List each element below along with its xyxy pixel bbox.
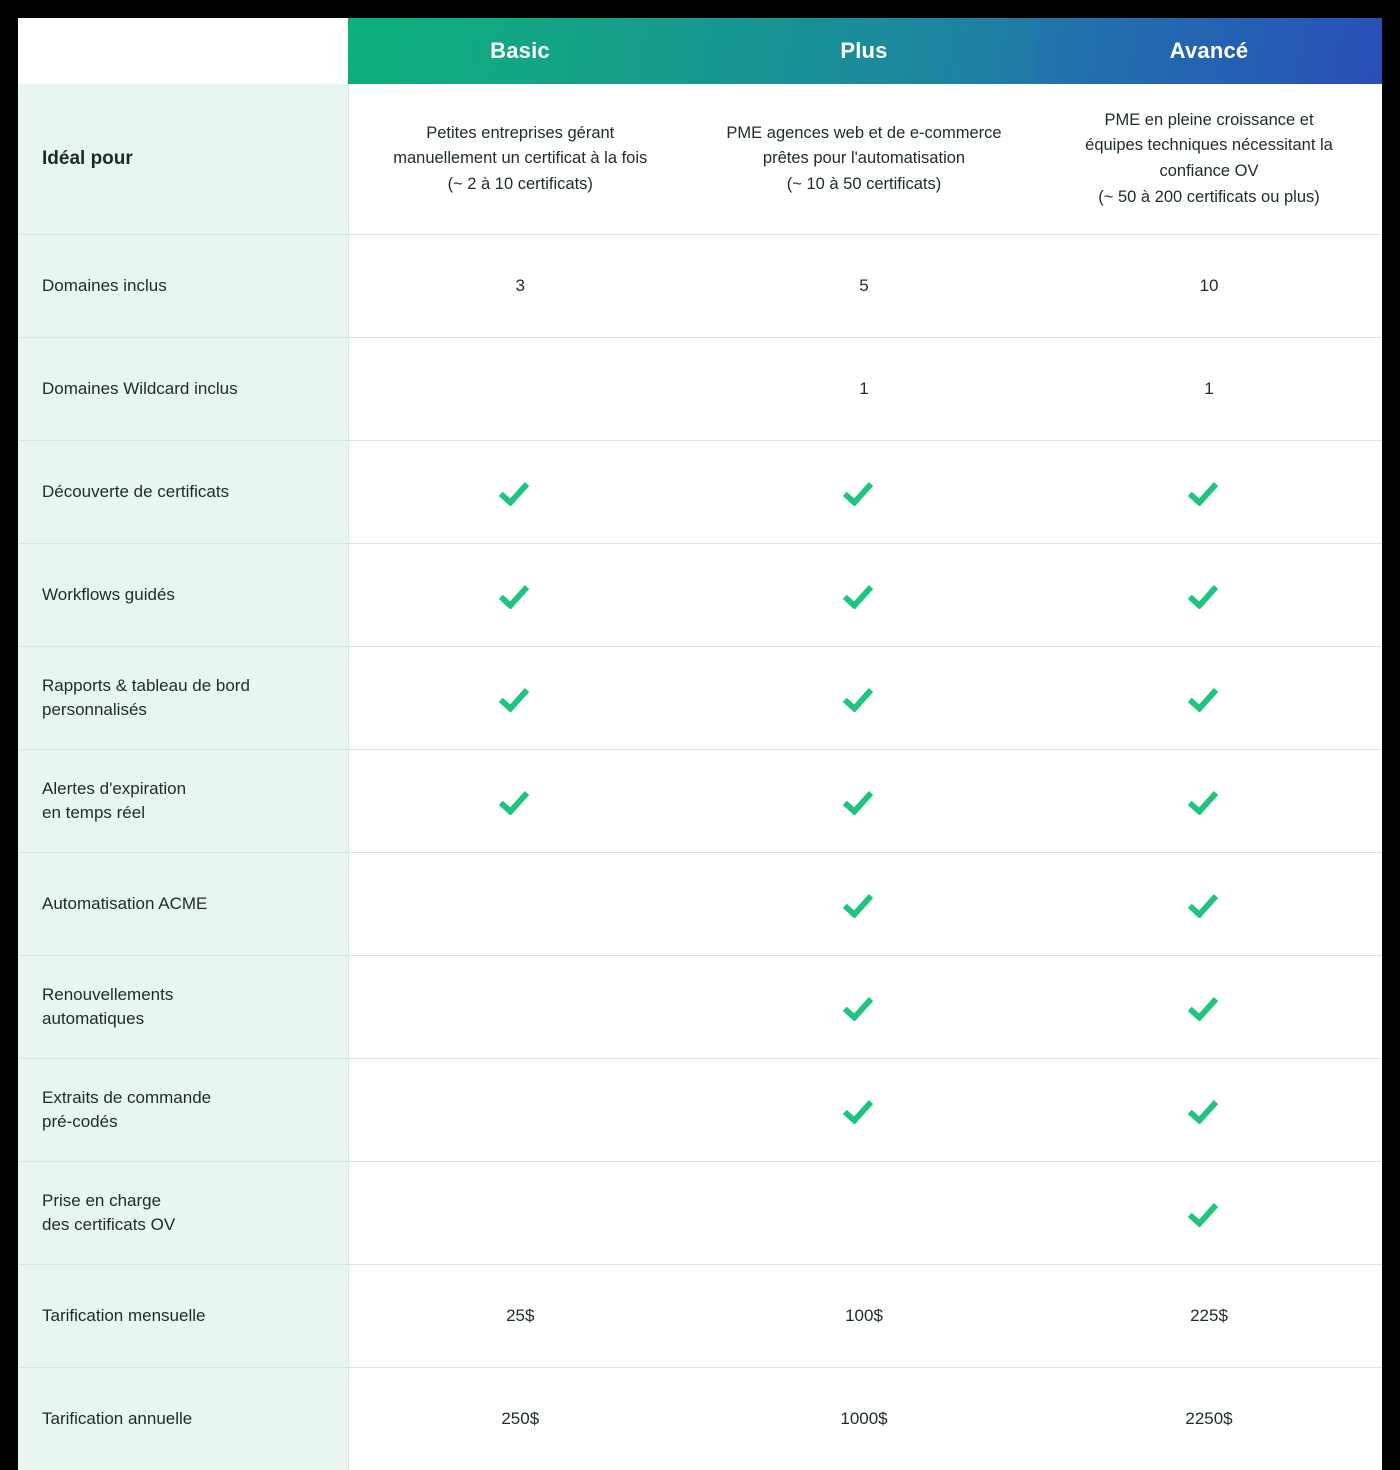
feature-label-alertes-line2: en temps réel [42,801,326,825]
check-icon [1192,578,1226,604]
check-icon [847,887,881,913]
value-ideal-basic-line1: Petites entreprises gérant [371,121,671,147]
feature-label-automatisation-acme: Automatisation ACME [18,853,348,956]
value-alertes-basic [348,750,692,853]
value-alertes-advanced [1036,750,1382,853]
table-row-alertes-expiration [18,750,1382,853]
value-ideal-basic-line3: (~ 2 à 10 certificats) [371,172,671,198]
value-renouvellements-basic [348,956,692,1059]
value-ideal-advanced-line4: (~ 50 à 200 certificats ou plus) [1058,185,1360,211]
header-corner-cell [18,18,348,84]
value-ideal-advanced-line2: équipes techniques nécessitant la [1058,133,1360,159]
value-decouverte-plus [692,441,1036,544]
check-icon [503,475,537,501]
value-domaines-basic: 3 [348,235,692,338]
value-ov-plus [692,1162,1036,1265]
check-icon [503,681,537,707]
check-icon [1192,990,1226,1016]
table-row-domaines-inclus [18,235,1382,338]
value-workflows-plus [692,544,1036,647]
check-icon [847,475,881,501]
value-ideal-plus-line3: (~ 10 à 50 certificats) [714,172,1014,198]
table-row-certificats-ov [18,1162,1382,1265]
feature-label-tarification-mensuelle: Tarification mensuelle [18,1265,348,1368]
value-workflows-advanced [1036,544,1382,647]
feature-label-ov-line1: Prise en charge [42,1189,326,1213]
value-ideal-plus-line1: PME agences web et de e-commerce [714,121,1014,147]
value-ideal-advanced-line3: confiance OV [1058,159,1360,185]
feature-label-ideal-pour: Idéal pour [18,84,348,235]
table-row-automatisation-acme [18,853,1382,956]
feature-label-domaines-inclus: Domaines inclus [18,235,348,338]
table-row-rapports-personnalises [18,647,1382,750]
feature-label-renouvellements-line1: Renouvellements [42,983,326,1007]
table-row-decouverte-certificats [18,441,1382,544]
feature-label-workflows-guides: Workflows guidés [18,544,348,647]
table-header [18,18,1382,84]
value-rapports-advanced [1036,647,1382,750]
feature-label-renouvellements-automatiques [18,956,348,1059]
plan-header-row [18,18,1382,84]
pricing-comparison-table [18,18,1382,1470]
value-mensuelle-plus: 100$ [692,1265,1036,1368]
value-annuelle-basic: 250$ [348,1368,692,1470]
table-row-tarification-mensuelle [18,1265,1382,1368]
value-workflows-basic [348,544,692,647]
value-decouverte-advanced [1036,441,1382,544]
feature-label-alertes-line1: Alertes d'expiration [42,777,326,801]
value-acme-advanced [1036,853,1382,956]
value-ov-advanced [1036,1162,1382,1265]
check-icon [847,784,881,810]
value-wildcard-basic [348,338,692,441]
feature-label-decouverte-certificats: Découverte de certificats [18,441,348,544]
value-extraits-advanced [1036,1059,1382,1162]
value-renouvellements-plus [692,956,1036,1059]
check-icon [1192,1196,1226,1222]
check-icon [847,681,881,707]
value-renouvellements-advanced [1036,956,1382,1059]
value-rapports-basic [348,647,692,750]
value-acme-basic [348,853,692,956]
feature-label-extraits-line2: pré-codés [42,1110,326,1134]
value-domaines-plus: 5 [692,235,1036,338]
plan-header-basic: Basic [348,18,692,84]
table-row-renouvellements-automatiques [18,956,1382,1059]
value-ideal-basic [348,84,692,235]
feature-label-renouvellements-line2: automatiques [42,1007,326,1031]
value-mensuelle-advanced: 225$ [1036,1265,1382,1368]
value-wildcard-advanced: 1 [1036,338,1382,441]
feature-label-rapports-line2: personnalisés [42,698,326,722]
feature-label-extraits-line1: Extraits de commande [42,1086,326,1110]
pricing-table-container [18,18,1382,1182]
value-ideal-plus [692,84,1036,235]
table-row-ideal-pour [18,84,1382,235]
feature-label-domaines-wildcard: Domaines Wildcard inclus [18,338,348,441]
check-icon [1192,475,1226,501]
feature-label-rapports-line1: Rapports & tableau de bord [42,674,326,698]
check-icon [847,1093,881,1119]
value-acme-plus [692,853,1036,956]
check-icon [1192,1093,1226,1119]
plan-header-advanced: Avancé [1036,18,1382,84]
check-icon [503,784,537,810]
value-mensuelle-basic: 25$ [348,1265,692,1368]
value-wildcard-plus: 1 [692,338,1036,441]
plan-header-plus: Plus [692,18,1036,84]
check-icon [1192,681,1226,707]
check-icon [1192,887,1226,913]
table-row-tarification-annuelle [18,1368,1382,1470]
feature-label-alertes-expiration [18,750,348,853]
value-ideal-advanced-line1: PME en pleine croissance et [1058,108,1360,134]
value-alertes-plus [692,750,1036,853]
table-row-workflows-guides [18,544,1382,647]
table-row-extraits-commande [18,1059,1382,1162]
feature-label-ov-line2: des certificats OV [42,1213,326,1237]
value-ideal-plus-line2: prêtes pour l'automatisation [714,146,1014,172]
value-ideal-advanced [1036,84,1382,235]
value-extraits-plus [692,1059,1036,1162]
feature-label-extraits-commande [18,1059,348,1162]
value-rapports-plus [692,647,1036,750]
feature-label-certificats-ov [18,1162,348,1265]
feature-label-rapports-personnalises [18,647,348,750]
value-decouverte-basic [348,441,692,544]
check-icon [847,578,881,604]
check-icon [847,990,881,1016]
table-body [18,84,1382,1470]
table-row-domaines-wildcard [18,338,1382,441]
feature-label-tarification-annuelle: Tarification annuelle [18,1368,348,1470]
check-icon [1192,784,1226,810]
value-ov-basic [348,1162,692,1265]
check-icon [503,578,537,604]
value-extraits-basic [348,1059,692,1162]
value-annuelle-advanced: 2250$ [1036,1368,1382,1470]
value-ideal-basic-line2: manuellement un certificat à la fois [371,146,671,172]
value-annuelle-plus: 1000$ [692,1368,1036,1470]
value-domaines-advanced: 10 [1036,235,1382,338]
